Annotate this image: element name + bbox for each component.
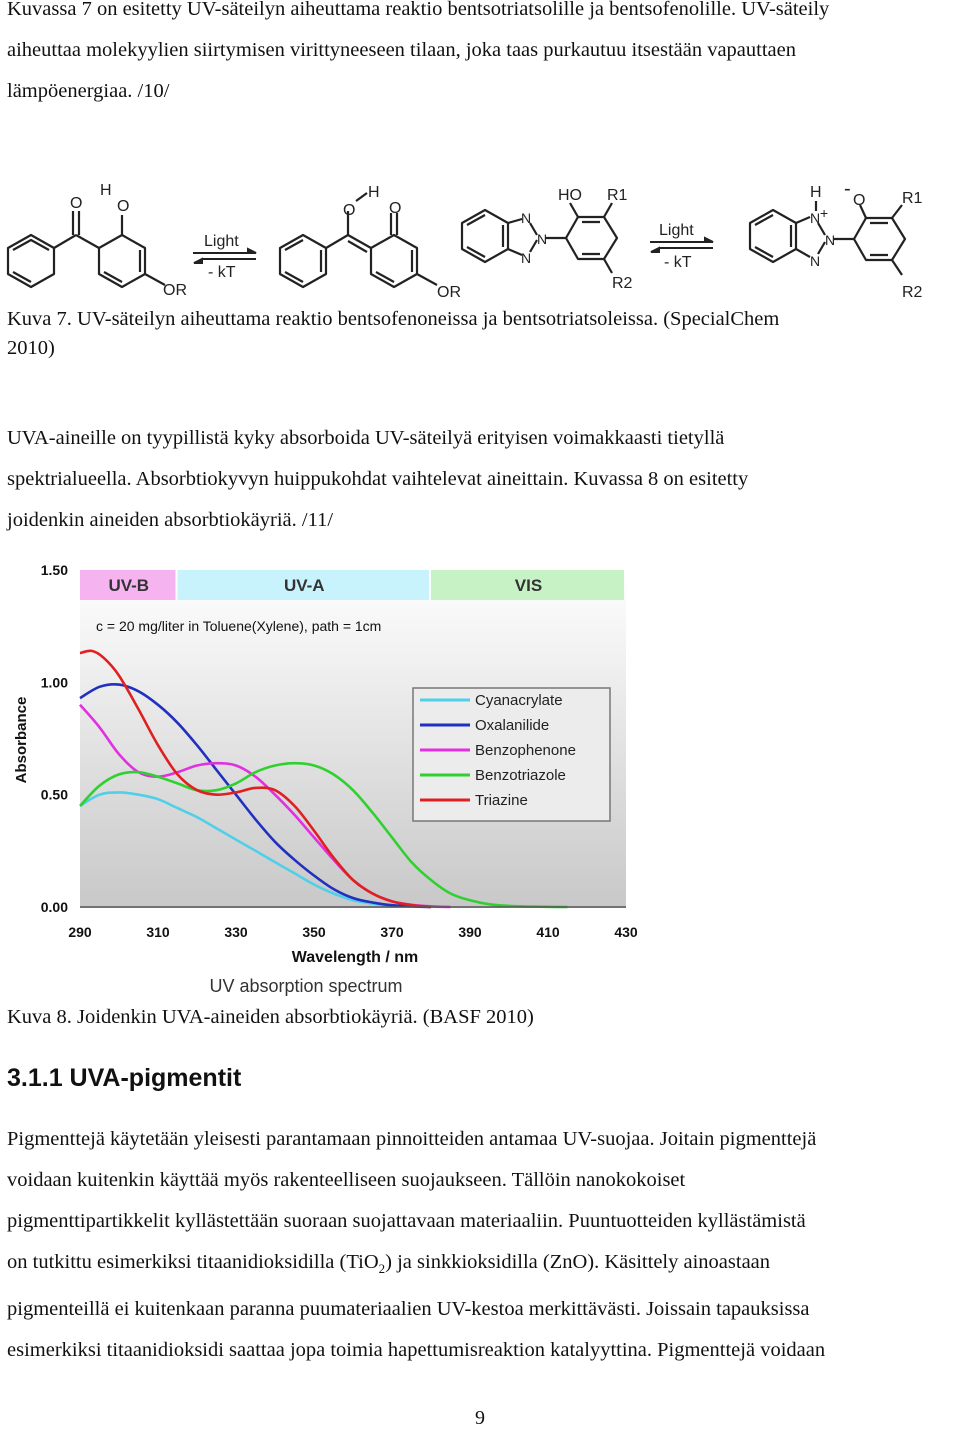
atom-label: R1 (607, 187, 628, 204)
atom-label: OR (437, 284, 461, 300)
atom-label: R2 (612, 275, 633, 292)
x-tick-label: 330 (224, 924, 248, 940)
atom-label: O (117, 198, 130, 215)
legend-label: Oxalanilide (475, 717, 550, 734)
text-line: pigmenttipartikkelit kyllästettään suoraan suojattavaan materiaaliin. Puuntuotteiden kyllästämistä (7, 1210, 806, 1232)
text-fragment: ) ja sinkkioksidilla (ZnO). Käsittely ainoastaan (385, 1251, 771, 1273)
figure8-caption: Kuva 8. Joidenkin UVA-aineiden absorbtiokäyriä. (BASF 2010) (7, 1006, 534, 1028)
kt-label: - kT (208, 264, 236, 281)
legend-label: Cyanacrylate (475, 692, 563, 709)
text-line: voidaan kuitenkin käyttää myös rakenteelliseen suojaukseen. Tällöin nanokokoiset (7, 1169, 686, 1191)
text-line: Pigmenttejä käytetään yleisesti parantamaan pinnoitteiden antamaa UV-suojaa. Joitain pigmenttejä (7, 1128, 817, 1150)
x-tick-label: 430 (614, 924, 638, 940)
y-tick-label: 0.50 (40, 786, 68, 803)
x-axis-label: Wavelength / nm (291, 949, 419, 966)
x-tick-label: 370 (380, 924, 404, 940)
x-tick-label: 290 (68, 924, 92, 940)
atom-label: N (825, 232, 836, 248)
atom-label: + (820, 205, 829, 221)
band-label: UV-A (283, 576, 325, 595)
light-label: Light (659, 222, 694, 239)
atom-label: H (100, 182, 112, 199)
text-line: spektrialueella. Absorbtiokyvyn huippukohdat vaihtelevat aineittain. Kuvassa 8 on esitetty (7, 468, 749, 490)
atom-label: N (521, 210, 532, 226)
text-line: esimerkiksi titaanidioksidi saattaa jopa toimia hapettumisreaktion katalyyttina. Pigmenttejä voidaan (7, 1339, 826, 1362)
atom-label: HO (558, 187, 582, 204)
legend-label: Benzotriazole (475, 767, 566, 784)
x-tick-label: 310 (146, 924, 170, 940)
text-line: joidenkin aineiden absorbtiokäyriä. /11/ (7, 509, 334, 531)
text-line: UVA-aineille on tyypillistä kyky absorboida UV-säteilyä erityisen voimakkaasti tietyllä (7, 427, 725, 449)
condition-label: c = 20 mg/liter in Toluene(Xylene), path = 1cm (96, 618, 382, 634)
legend-label: Triazine (475, 792, 528, 809)
absorption-chart (0, 555, 660, 1000)
figure7-caption-line2: 2010) (7, 337, 55, 359)
intro-paragraph (7, 0, 957, 112)
figure7-reaction-scheme (0, 175, 960, 300)
atom-label: O (70, 195, 83, 212)
atom-label: N (521, 250, 532, 266)
x-tick-label: 350 (302, 924, 326, 940)
uva-paragraph (7, 418, 957, 541)
atom-label: O (343, 202, 356, 219)
atom-label: N (537, 231, 548, 247)
text-line (7, 1242, 957, 1289)
caption-line: Kuva 7. UV-säteilyn aiheuttama reaktio bentsofenoneissa ja bentsotriatsoleissa. (SpecialChem (7, 308, 780, 330)
atom-label: H (810, 184, 822, 201)
subscript: 2 (378, 1261, 386, 1277)
text-line: pigmenteillä ei kuitenkaan paranna puumateriaalien UV-kestoa merkittävästi. Joissain tapauksissa (7, 1298, 810, 1321)
atom-label: N (810, 210, 821, 226)
kt-label: - kT (664, 254, 692, 271)
figure7-caption (7, 299, 957, 340)
legend (413, 688, 610, 821)
atom-label: N (810, 253, 821, 269)
section-heading: 3.1.1 UVA-pigmentit (7, 1064, 242, 1092)
text-line: aiheuttaa molekyylien siirtymisen virittyneeseen tilaan, joka taas purkautuu itsestään vapauttaen (7, 39, 796, 61)
y-tick-label: 1.00 (40, 674, 68, 691)
legend-label: Benzophenone (475, 742, 576, 759)
chart-title: UV absorption spectrum (209, 976, 403, 996)
y-tick-label: 0.00 (40, 899, 68, 915)
band-label: VIS (514, 576, 543, 595)
band-label: UV-B (108, 576, 150, 595)
y-tick-label: 1.50 (40, 562, 68, 578)
text-fragment: on tutkittu esimerkiksi titaanidioksidilla (TiO (7, 1251, 379, 1273)
atom-label: O (853, 192, 866, 209)
atom-label: R1 (902, 190, 923, 207)
atom-label: - (844, 178, 851, 200)
x-tick-label: 390 (458, 924, 482, 940)
atom-label: H (368, 184, 380, 201)
x-tick-label: 410 (536, 924, 560, 940)
text-line: Kuvassa 7 on esitetty UV-säteilyn aiheuttama reaktio bentsotriatsolille ja bentsofenolille. UV-säteily (7, 0, 830, 20)
pigment-paragraph (7, 1119, 957, 1371)
atom-label: OR (163, 282, 187, 299)
atom-label: R2 (902, 284, 923, 300)
text-line: lämpöenergiaa. /10/ (7, 80, 170, 102)
page-number: 9 (475, 1407, 485, 1429)
atom-label: O (389, 200, 402, 217)
light-label: Light (204, 233, 239, 250)
y-axis-label: Absorbance (13, 696, 30, 784)
